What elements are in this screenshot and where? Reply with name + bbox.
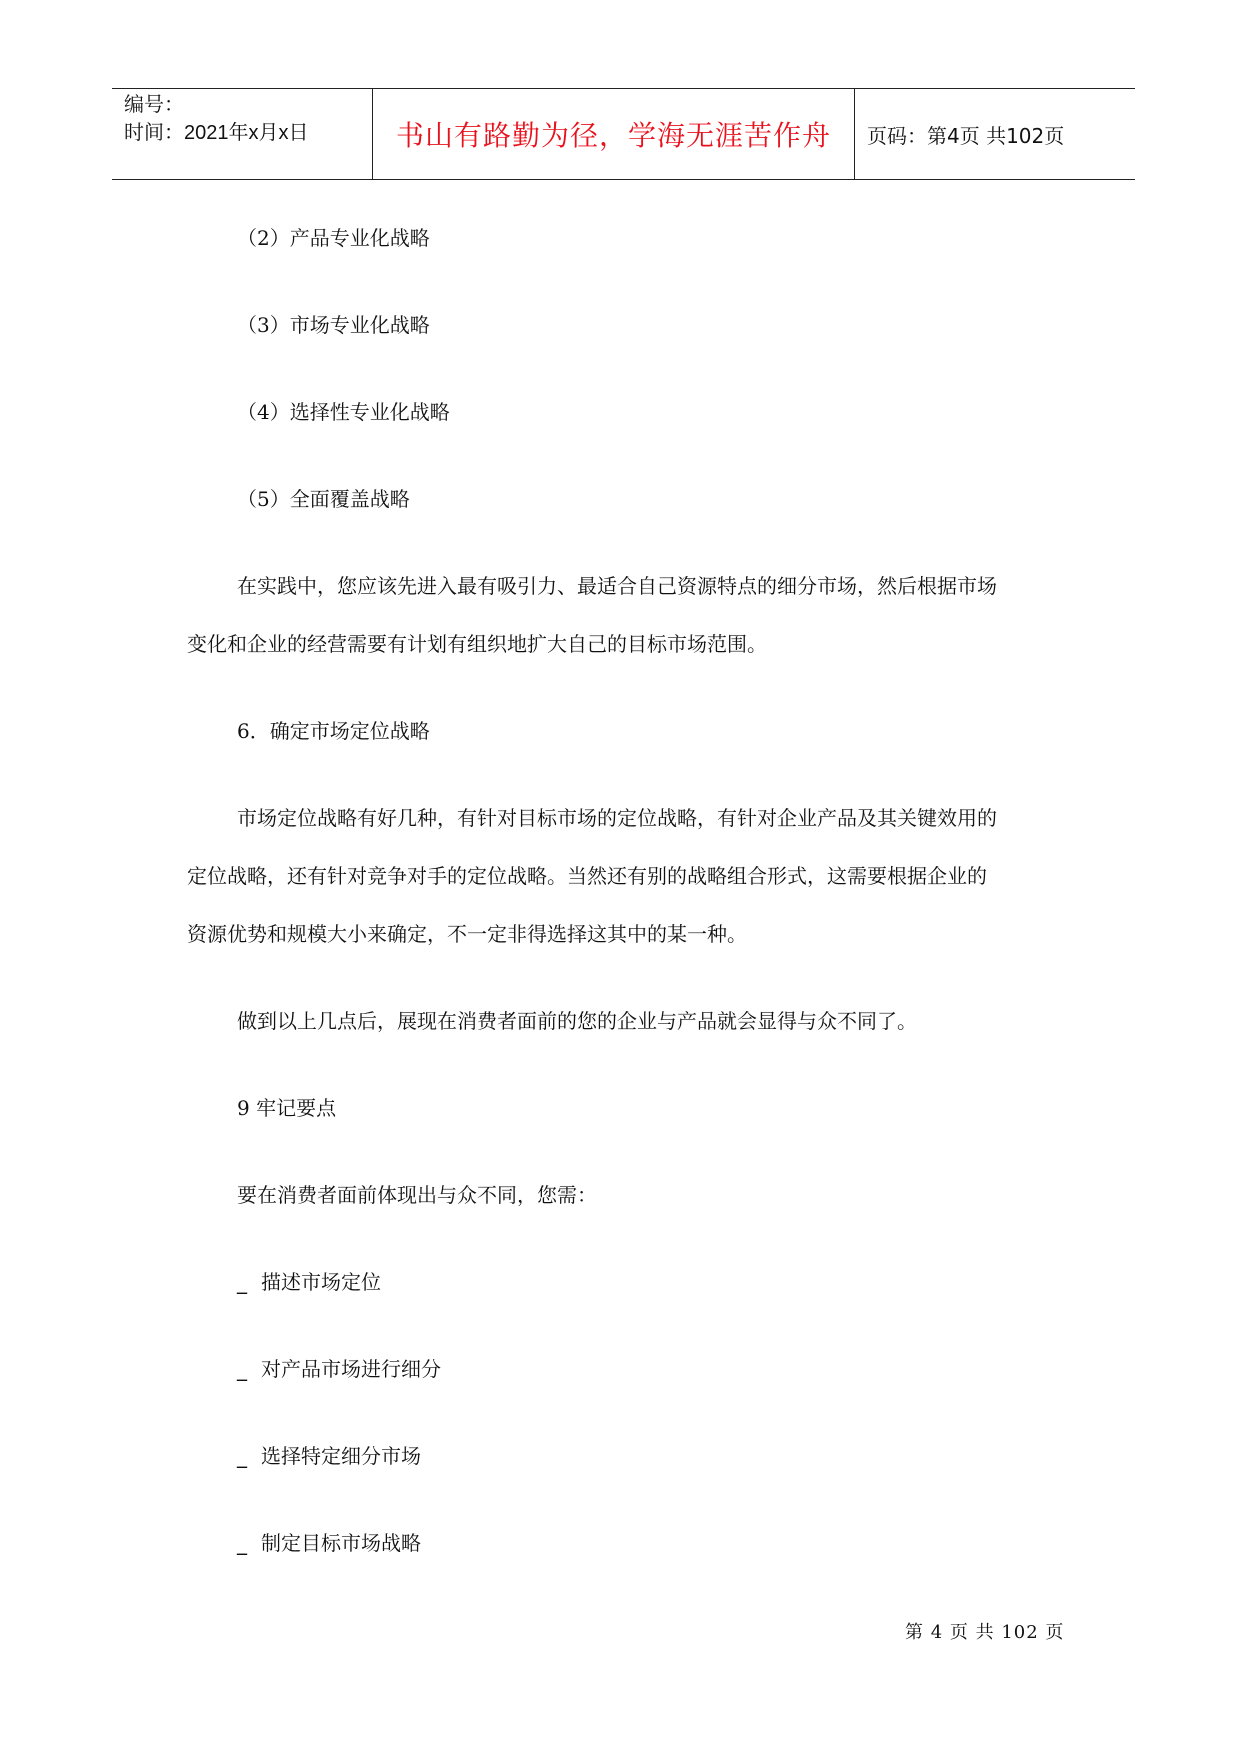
header-meta-cell	[112, 89, 372, 179]
bullet-text: 制定目标市场战略	[261, 1531, 421, 1555]
header-page-cell	[855, 89, 1135, 179]
section-heading-6: 6．确定市场定位战略	[237, 719, 430, 743]
paragraph-2-line-1: 市场定位战略有好几种，有针对目标市场的定位战略，有针对企业产品及其关键效用的	[237, 806, 997, 830]
paragraph-4: 要在消费者面前体现出与众不同，您需：	[237, 1183, 597, 1207]
list-item-3: （3）市场专业化战略	[237, 313, 430, 337]
footer-page-number: 第 4 页 共 102 页	[905, 1622, 1065, 1643]
bullet-item	[237, 1529, 421, 1557]
list-item-2: （2）产品专业化战略	[237, 226, 430, 250]
bullet-symbol: _	[237, 1357, 247, 1381]
bullet-symbol: _	[237, 1270, 247, 1294]
bullet-item	[237, 1355, 441, 1383]
bullet-text: 选择特定细分市场	[261, 1444, 421, 1468]
motto-text: 书山有路勤为径，学海无涯苦作舟	[395, 119, 831, 152]
bullet-item	[237, 1268, 381, 1296]
header-page-code: 页码：第4页 共102页	[867, 123, 1065, 148]
paragraph-2-line-2: 定位战略，还有针对竞争对手的定位战略。当然还有别的战略组合形式，这需要根据企业的	[187, 864, 987, 888]
bullet-text: 对产品市场进行细分	[261, 1357, 441, 1381]
paragraph-2-line-3: 资源优势和规模大小来确定，不一定非得选择这其中的某一种。	[187, 922, 747, 946]
document-number-label: 编号：	[124, 94, 184, 116]
bullet-symbol: _	[237, 1444, 247, 1468]
document-date-label: 时间：2021年x月x日	[124, 122, 309, 144]
section-heading-9: 9 牢记要点	[237, 1096, 337, 1120]
bullet-item	[237, 1442, 421, 1470]
list-item-4: （4）选择性专业化战略	[237, 400, 450, 424]
bullet-symbol: _	[237, 1531, 247, 1555]
bullet-text: 描述市场定位	[261, 1270, 381, 1294]
paragraph-1-line-2: 变化和企业的经营需要有计划有组织地扩大自己的目标市场范围。	[187, 632, 767, 656]
paragraph-1-line-1: 在实践中，您应该先进入最有吸引力、最适合自己资源特点的细分市场，然后根据市场	[237, 574, 997, 598]
list-item-5: （5）全面覆盖战略	[237, 487, 410, 511]
paragraph-3: 做到以上几点后，展现在消费者面前的您的企业与产品就会显得与众不同了。	[237, 1009, 917, 1033]
document-header	[112, 88, 1135, 180]
header-motto-cell	[372, 89, 855, 179]
